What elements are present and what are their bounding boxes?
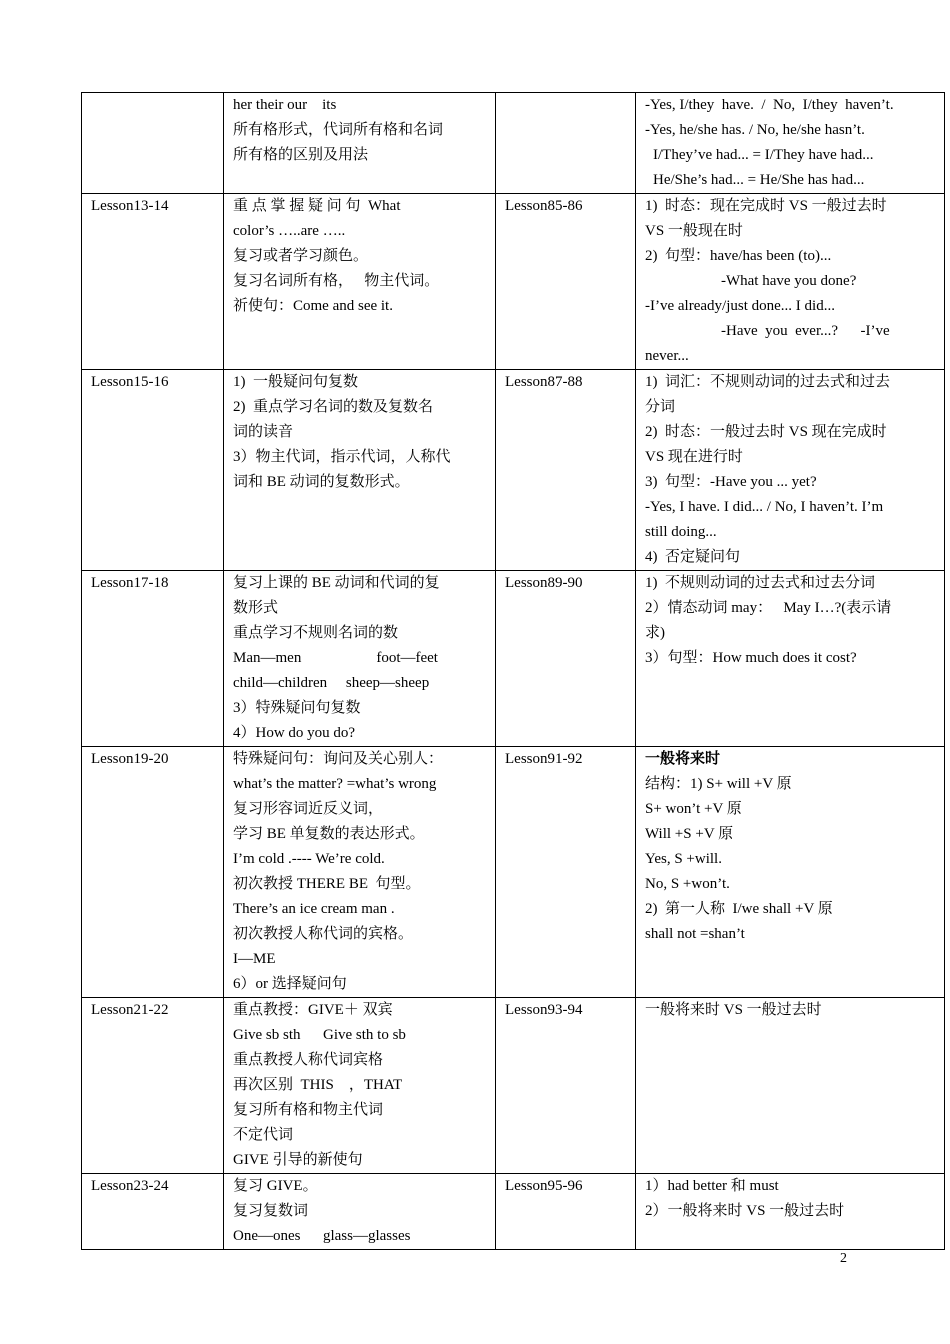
content-line: 结构：1) S+ will +V 原 [645,776,792,792]
table-row [82,93,945,194]
content-line: 2）一般将来时 VS 一般过去时 [645,1203,845,1219]
left-content-cell [224,93,496,194]
lesson-plan-table [81,92,945,1250]
content-line: 数形式 [233,600,279,616]
content-line: still doing... [645,524,717,540]
table-row [82,571,945,747]
content-line: 特殊疑问句：询问及关心别人： [233,751,444,767]
content-line: 复习复数词 [233,1203,309,1219]
left-content-cell [224,370,496,571]
table-row [82,194,945,370]
content-line: There’s an ice cream man . [233,901,395,917]
content-line: 3）物主代词，指示代词，人称代 [233,449,451,465]
left-lesson-cell: Lesson19-20 [82,747,224,998]
content-line: 1) 不规则动词的过去式和过去分词 [645,575,875,591]
content-line: 学习 BE 单复数的表达形式。 [233,826,425,842]
content-line: 2) 重点学习名词的数及复数名 [233,399,433,415]
table-row [82,1174,945,1250]
right-lesson-cell: Lesson87-88 [496,370,636,571]
content-line: never... [645,348,689,364]
left-lesson-cell: Lesson21-22 [82,998,224,1174]
content-line: I/They’ve had... = I/They have had... [653,147,874,163]
content-line: 复习上课的 BE 动词和代词的复 [233,575,440,591]
content-line: VS 现在进行时 [645,449,743,465]
content-line: -Yes, he/she has. / No, he/she hasn’t. [645,122,865,138]
content-line: VS 一般现在时 [645,223,743,239]
content-line: 重点学习不规则名词的数 [233,625,399,641]
content-line: 复习或者学习颜色。 [233,248,369,264]
left-lesson-cell: Lesson17-18 [82,571,224,747]
content-line: One—ones glass—glasses [233,1228,411,1244]
right-lesson-cell: Lesson89-90 [496,571,636,747]
content-line: Give sb sth Give sth to sb [233,1027,406,1043]
right-lesson-cell: Lesson85-86 [496,194,636,370]
content-line: 一般将来时 VS 一般过去时 [645,1002,822,1018]
left-content-cell [224,1174,496,1250]
content-line: 词和 BE 动词的复数形式。 [233,474,410,490]
content-line: 祈使句：Come and see it. [233,298,393,314]
content-line: 4) 否定疑问句 [645,549,740,565]
content-line: No, S +won’t. [645,876,730,892]
content-line: Yes, S +will. [645,851,722,867]
content-line: 所有格的区别及用法 [233,147,369,163]
content-line: 再次区别 THIS ，THAT [233,1077,403,1093]
content-line: 初次教授 THERE BE 句型。 [233,876,421,892]
content-line: 复习 GIVE。 [233,1178,318,1194]
content-line: 2) 时态：一般过去时 VS 现在完成时 [645,424,887,440]
left-content-cell [224,194,496,370]
content-line: 词的读音 [233,424,294,440]
content-line: GIVE 引导的新使句 [233,1152,363,1168]
right-content-cell [636,1174,945,1250]
left-lesson-cell [82,93,224,194]
content-line: 2) 第一人称 I/we shall +V 原 [645,901,833,917]
right-content-cell [636,747,945,998]
content-line: 复习形容词近反义词， [233,801,384,817]
content-line: 1）had better 和 must [645,1178,779,1194]
right-lesson-cell [496,93,636,194]
table-row [82,747,945,998]
right-lesson-cell: Lesson91-92 [496,747,636,998]
content-line: 求) [645,625,665,641]
right-content-cell [636,998,945,1174]
content-line: 重 点 掌 握 疑 问 句 What [233,198,401,214]
page-number: 2 [840,1251,847,1266]
content-line: 3）特殊疑问句复数 [233,700,361,716]
right-content-cell [636,370,945,571]
content-line: 重点教授：GIVE＋ 双宾 [233,1002,393,1018]
left-content-cell [224,571,496,747]
content-line: 不定代词 [233,1127,294,1143]
left-content-cell [224,747,496,998]
left-content-cell [224,998,496,1174]
content-line: S+ won’t +V 原 [645,801,742,817]
content-line: 2）情态动词 may： May I…?(表示请 [645,600,892,616]
table-row [82,998,945,1174]
left-lesson-cell: Lesson23-24 [82,1174,224,1250]
right-content-cell [636,194,945,370]
content-line: Will +S +V 原 [645,826,734,842]
content-line: 3）句型：How much does it cost? [645,650,857,666]
section-heading: 一般将来时 [645,751,721,767]
content-line: -Yes, I/they have. / No, I/they haven’t. [645,97,894,113]
content-line: her their our its [233,97,337,113]
content-line: 1) 时态：现在完成时 VS 一般过去时 [645,198,887,214]
content-line: shall not =shan’t [645,926,745,942]
right-lesson-cell: Lesson93-94 [496,998,636,1174]
content-line: 3) 句型：-Have you ... yet? [645,474,817,490]
content-line: -I’ve already/just done... I did... [645,298,835,314]
content-line: 4）How do you do? [233,725,356,741]
content-line: I—ME [233,951,276,967]
content-line: 复习所有格和物主代词 [233,1102,384,1118]
content-line: what’s the matter? =what’s wrong [233,776,437,792]
content-line: -Yes, I have. I did... / No, I haven’t. I’m [645,499,884,515]
content-line: 所有格形式，代词所有格和名词 [233,122,444,138]
table-row [82,370,945,571]
content-line: He/She’s had... = He/She has had... [653,172,865,188]
left-lesson-cell: Lesson13-14 [82,194,224,370]
right-content-cell [636,93,945,194]
content-line: -Have you ever...? -I’ve [721,323,890,339]
content-line: 1) 一般疑问句复数 [233,374,358,390]
content-line: 分词 [645,399,676,415]
content-line: 重点教授人称代词宾格 [233,1052,384,1068]
content-line: child—children sheep—sheep [233,675,430,691]
content-line: Man—men foot—feet [233,650,438,666]
left-lesson-cell: Lesson15-16 [82,370,224,571]
content-line: I’m cold .---- We’re cold. [233,851,385,867]
content-line: color’s …..are ….. [233,223,346,239]
right-content-cell [636,571,945,747]
content-line: 6）or 选择疑问句 [233,976,347,992]
content-line: 1) 词汇：不规则动词的过去式和过去 [645,374,890,390]
content-line: 初次教授人称代词的宾格。 [233,926,414,942]
content-line: -What have you done? [721,273,857,289]
content-line: 复习名词所有格， 物主代词。 [233,273,440,289]
right-lesson-cell: Lesson95-96 [496,1174,636,1250]
content-line: 2) 句型：have/has been (to)... [645,248,832,264]
